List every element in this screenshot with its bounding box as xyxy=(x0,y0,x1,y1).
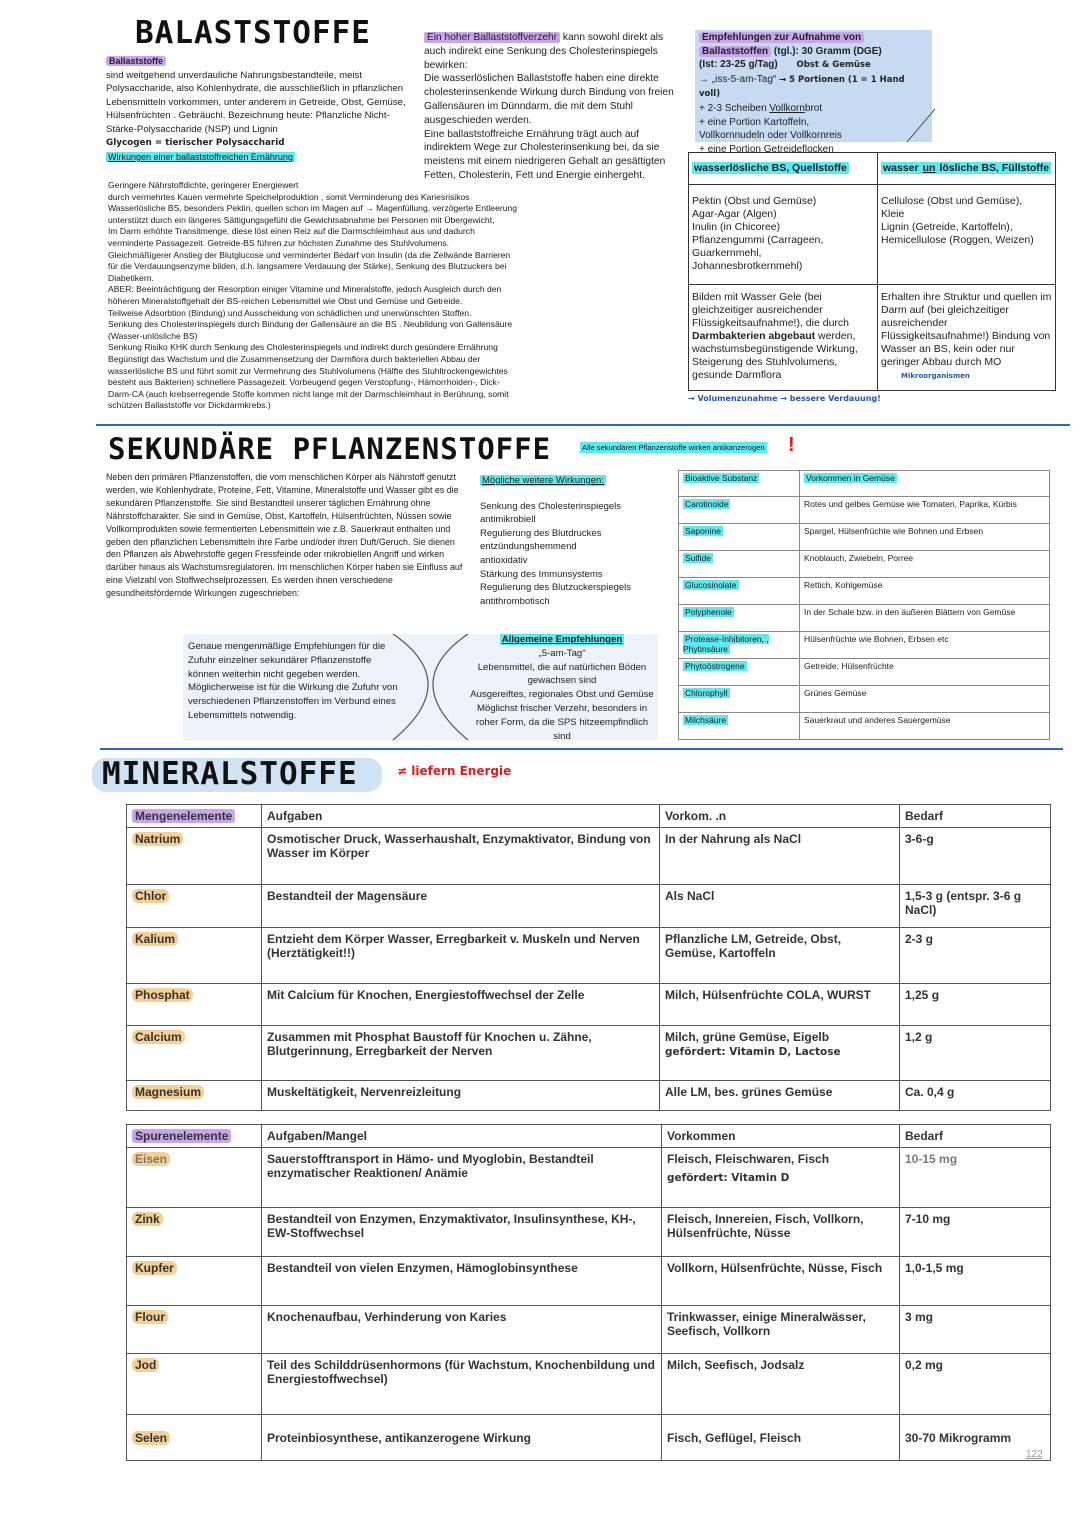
sps-note: Genaue mengenmäßige Empfehlungen für die Zufuhr einzelner sekundärer Pflanzenstoffe können weiterhin nicht gegeben werden. Möglicherweise ist für die Wirkung die Zufuhr von verschiedenen Pflanzenstoffen im Verbund eines Lebensmittels notwendig. xyxy=(188,641,398,721)
effect-line: Darm-CA (auch krebserregende Stoffe kommen nicht lange mit der Darmschleimhaut in Berührung, somit xyxy=(108,388,509,399)
fiber-col1-examples xyxy=(689,185,878,285)
col1-eff-a: Bilden mit Wasser Gele (bei gleichzeitiger ausreichender Flüssigkeitsaufnahme!), die durch xyxy=(692,291,849,329)
spuren-task: Bestandteil von vielen Enzymen, Hämoglobinsynthese xyxy=(262,1257,662,1306)
sps-row-substance xyxy=(679,551,800,578)
rec-obst-note: Obst & Gemüse xyxy=(796,60,871,71)
sps-row-occurrence: Sauerkraut und anderes Sauergemüse xyxy=(800,713,1050,740)
col1-example: Guarkernmehl, xyxy=(692,247,762,259)
mengen-task: Osmotischer Druck, Wasserhaushalt, Enzymaktivator, Bindung von Wasser im Körper xyxy=(262,828,660,885)
sps-rec-line: Lebensmittel, die auf natürlichen Böden xyxy=(477,661,647,673)
spuren-occurrence: Trinkwasser, einige Mineralwässer, Seefisch, Vollkorn xyxy=(662,1306,900,1354)
sps-head-substance-text: Bioaktive Substanz xyxy=(685,473,758,483)
cholesterol-text-1: kann sowohl direkt als auch indirekt eine Senkung des Cholesterinspiegels bewirken: xyxy=(424,32,664,71)
effect-line: verminderte Passagezeit. Getreide-BS führen zur höchsten Zunahme des Stuhlvolumens. xyxy=(108,237,450,248)
spuren-element-text: Eisen xyxy=(132,1152,170,1166)
sekundaer-intro: Neben den primären Pflanzenstoffen, die vom menschlichen Körper als Nährstoff genutzt werden, wie Kohlenhydrate, Proteine, Fett, Vitamine, Mineralstoffe und Wasser gibt es die sekundären Pflanzenstoffe. Sie sind Bestandteil unserer täglichen Ernährung ohne Nährstoffcharakter. Sie sind in Gemüse, Obst, Kartoffeln, Hülsenfrüchten, Nüssen sowie Vollkornprodukten sowie fermentierten Lebensmitteln wie z.B. Sauerkraut enthalten und geben den pflanzlichen Lebensmitteln ihre Farbe und/oder ihren Duft/Geruch. Sie dienen den Pflanzen als Abwehrstoffe gegen Fressfeinde oder mikrobiellen Angriff und wirken darüber hinaus als Wachstumsregulatoren. Im menschlichen Körper haben sie Einfluss auf eine Vielzahl von Stoffwechselprozessen. Es werden ihnen verschiedene gesundheitsfördernde Wirkungen zugeschrieben: xyxy=(106,472,463,599)
sps-substance-text: Sulfide xyxy=(685,553,711,563)
fiber-col2-head xyxy=(878,153,1056,185)
mengen-task: Entzieht dem Körper Wasser, Erregbarkeit v. Muskeln und Nerven (Herztätigkeit!!) xyxy=(262,928,660,984)
section-divider-1 xyxy=(96,424,1070,426)
calcium-occurrence: Milch, grüne Gemüse, Eigelb xyxy=(665,1030,830,1044)
fiber-col1-head xyxy=(689,153,878,185)
mengen-task: Zusammen mit Phosphat Baustoff für Knochen u. Zähne, Blutgerinnung, Erregbarkeit der Nerven xyxy=(262,1026,660,1081)
mengen-occurrence: In der Nahrung als NaCl xyxy=(660,828,900,885)
sekundaer-effect: Regulierung des Blutzuckerspiegels xyxy=(480,582,632,594)
mengen-occurrence xyxy=(660,1026,900,1081)
sps-rec-line: „5-am-Tag“ xyxy=(538,647,586,659)
sekundaer-effects-label: Mögliche weitere Wirkungen: xyxy=(482,475,604,486)
sps-rec-line: roher Form, da die SPS hitzeempfindlich xyxy=(475,716,649,728)
rec-l1-a: + 2-3 Scheiben xyxy=(699,102,770,114)
mengen-element xyxy=(127,1026,262,1081)
sps-row-substance xyxy=(679,659,800,686)
effect-line: Wasserlösliche BS, besonders Pektin, quellen schon im Magen auf → Magenfüllung, verzögerte Entleerung xyxy=(108,203,518,214)
mengen-element xyxy=(127,885,262,928)
effect-line: unterstützt durch ein längeres Sättigungsgefühl die Gewichtsabnahme bei Personen mit Übergewicht, xyxy=(108,214,495,225)
mengen-element-text: Chlor xyxy=(132,889,169,903)
mengen-occurrence: Pflanzliche LM, Getreide, Obst, Gemüse, Kartoffeln xyxy=(660,928,900,984)
sps-row-substance xyxy=(679,524,800,551)
exclamation-mark: ! xyxy=(788,434,795,456)
sps-row-occurrence: Getreide, Hülsenfrüchte xyxy=(800,659,1050,686)
mengen-need: 2-3 g xyxy=(900,928,1051,984)
ballast-definition xyxy=(106,55,420,164)
effect-line: ABER: Beeinträchtigung der Resorption einiger Vitamine und Mineralstoffe, jedoch Ausgleich durch den xyxy=(108,284,502,295)
rec-l4: + eine Portion Getreideflocken xyxy=(699,143,834,155)
effect-line: schützen Ballaststoffe vor Dickdarmkrebs.) xyxy=(108,400,271,411)
page-number: 122 xyxy=(1026,1449,1043,1460)
fold-decoration xyxy=(905,105,945,145)
mengen-occurrence: Alle LM, bes. grünes Gemüse xyxy=(660,1081,900,1111)
mengen-need: 3-6-g xyxy=(900,828,1051,885)
spuren-need: 1,0-1,5 mg xyxy=(900,1257,1051,1306)
mengen-element-text: Calcium xyxy=(132,1030,185,1044)
fiber-col2-effect xyxy=(878,285,1056,391)
sekundaer-effect: entzündungshemmend xyxy=(480,541,577,553)
spuren-need: 30-70 Mikrogramm xyxy=(900,1415,1051,1461)
sps-rec-line: gewachsen sind xyxy=(527,675,597,687)
sps-row-substance xyxy=(679,632,800,659)
spuren-task: Bestandteil von Enzymen, Enzymaktivator, Insulinsynthese, KH-, EW-Stoffwechsel xyxy=(262,1208,662,1257)
sps-row-occurrence: In der Schale bzw. in den äußeren Blättern von Gemüse xyxy=(800,605,1050,632)
sps-row-substance xyxy=(679,686,800,713)
sps-row-occurrence: Rotes und gelbes Gemüse wie Tomaten, Paprika, Kürbis xyxy=(800,497,1050,524)
sekundaer-effect: Senkung des Cholesterinspiegels xyxy=(480,500,622,512)
mengen-occurrence: Milch, Hülsenfrüchte COLA, WURST xyxy=(660,984,900,1026)
effect-line: Diabetikern. xyxy=(108,272,154,283)
spuren-element xyxy=(127,1148,262,1208)
col1-eff-b: Darmbakterien abgebaut xyxy=(692,330,816,342)
spuren-need: 3 mg xyxy=(900,1306,1051,1354)
col1-head-text: wasserlösliche BS, Quellstoffe xyxy=(694,162,847,174)
rec-l1-c: brot xyxy=(804,102,823,114)
sekundaer-effect: antimikrobiell xyxy=(480,514,536,526)
cholesterol-highlight: Ein hoher Ballaststoffverzehr xyxy=(424,32,560,43)
col2-example: Hemicellulose (Roggen, Weizen) xyxy=(881,234,1034,246)
mengen-need: 1,2 g xyxy=(900,1026,1051,1081)
mengen-table xyxy=(126,804,1051,1111)
spuren-element-text: Flour xyxy=(132,1310,168,1324)
ballast-effects-list xyxy=(108,180,578,412)
sekundaer-effect: Regulierung des Blutdruckes xyxy=(480,527,602,539)
sps-substance-table xyxy=(678,470,1050,740)
mengen-element xyxy=(127,1081,262,1111)
mengen-head-element-text: Mengenelemente xyxy=(132,809,235,823)
col1-example: Agar-Agar (Algen) xyxy=(692,208,777,220)
sps-substance-text: Polyphenole xyxy=(685,607,732,617)
sps-row-substance xyxy=(679,578,800,605)
rec-title-2: Ballaststoffen xyxy=(699,46,771,57)
effect-line: wasserlösliche BS und führt somit zur Vermehrung des Stuhlvolumens (Hälfte des Stuhltrockengewichtes xyxy=(108,365,508,376)
eisen-occurrence: Fleisch, Fleischwaren, Fisch xyxy=(667,1152,830,1166)
fiber-col2-examples xyxy=(878,185,1056,285)
mengen-element xyxy=(127,984,262,1026)
mengen-need: 1,5-3 g (entspr. 3-6 g NaCl) xyxy=(900,885,1051,928)
mengen-head-occurrence: Vorkom. .n xyxy=(660,805,900,828)
spuren-head-occurrence: Vorkommen xyxy=(662,1125,900,1148)
sps-row-occurrence: Spargel, Hülsenfrüchte wie Bohnen und Erbsen xyxy=(800,524,1050,551)
mo-note: Mikroorganismen xyxy=(901,372,970,380)
sps-row-substance xyxy=(679,713,800,740)
col2-head-b: un xyxy=(922,162,936,174)
spuren-task: Proteinbiosynthese, antikanzerogene Wirkung xyxy=(262,1415,662,1461)
eisen-note: gefördert: Vitamin D xyxy=(667,1172,790,1184)
effect-line: höheren Mineralstoffgehalt der BS-reichen Lebensmittel wie Obst und Gemüse und Getreide. xyxy=(108,295,463,306)
spuren-element xyxy=(127,1306,262,1354)
mengen-element xyxy=(127,928,262,984)
effect-line: Begünstigt das Wachstum und die Zusammensetzung der Darmflora durch bakteriellen Abbau der xyxy=(108,353,481,364)
sps-row-occurrence: Hülsenfrüchte wie Bohnen, Erbsen etc xyxy=(800,632,1050,659)
spuren-need: 0,2 mg xyxy=(900,1354,1051,1415)
spuren-occurrence: Fisch, Geflügel, Fleisch xyxy=(662,1415,900,1461)
sps-row-substance xyxy=(679,497,800,524)
section-divider-2 xyxy=(100,748,1063,750)
spuren-element xyxy=(127,1257,262,1306)
ballast-title: BALASTSTOFFE xyxy=(135,15,371,51)
fiber-recommendation-box xyxy=(695,30,932,155)
sps-row-occurrence: Knoblauch, Zwiebeln, Porree xyxy=(800,551,1050,578)
rec-title-1: Empfehlungen zur Aufnahme von xyxy=(699,32,864,43)
sps-rec-line: Ausgereiftes, regionales Obst und Gemüse xyxy=(470,689,654,701)
sps-row-occurrence: Grünes Gemüse xyxy=(800,686,1050,713)
spuren-head-task: Aufgaben/Mangel xyxy=(262,1125,662,1148)
rec-portion-note: → 5 Portionen (1 = 1 Hand voll) xyxy=(699,74,905,100)
fiber-types-table xyxy=(688,152,1056,391)
glycogen-note: Glycogen = tierischer Polysaccharid xyxy=(106,138,285,148)
mengen-element xyxy=(127,828,262,885)
sekundaer-effects xyxy=(480,474,670,608)
mengen-task: Mit Calcium für Knochen, Energiestoffwechsel der Zelle xyxy=(262,984,660,1026)
col1-example: Inulin (in Chicoree) xyxy=(692,221,781,233)
spuren-occurrence: Fleisch, Innereien, Fisch, Vollkorn, Hülsenfrüchte, Nüsse xyxy=(662,1208,900,1257)
spuren-head-element xyxy=(127,1125,262,1148)
spuren-element xyxy=(127,1208,262,1257)
spuren-table xyxy=(126,1124,1051,1461)
effects-label: Wirkungen einer ballaststoffreichen Ernährung xyxy=(108,151,293,162)
cholesterol-text xyxy=(424,31,682,183)
spuren-head-need: Bedarf xyxy=(900,1125,1051,1148)
mengen-need: 1,25 g xyxy=(900,984,1051,1026)
effect-line: (Wasser-unlösliche BS) xyxy=(108,330,198,341)
effect-line: durch vermehrtes Kauen vermehrte Speichelproduktion , somit Verminderung des Kariesrisikos xyxy=(108,191,470,202)
col1-eff-c: werden, wachstumsbegünstigende Wirkung, Steigerung des Stuhlvolumens, gesunde Darmflora xyxy=(692,330,858,381)
col2-eff: Erhalten ihre Struktur und quellen im Darm auf (bei gleichzeitiger ausreichender Flüssigkeitsaufnahme!) Bindung von Wasser an BS, kein oder nur geringer Abbau durch MO xyxy=(881,291,1052,368)
sekundaer-title: SEKUNDÄRE PFLANZENSTOFFE xyxy=(108,432,552,466)
mineral-title: MINERALSTOFFE xyxy=(102,756,358,792)
sps-substance-text: Protease-Inhibitoren, , Phytinsäure xyxy=(683,634,769,654)
mengen-task: Bestandteil der Magensäure xyxy=(262,885,660,928)
sps-substance-text: Chlorophyll xyxy=(685,688,728,698)
spuren-need: 10-15 mg xyxy=(900,1148,1051,1208)
rec-l1-b: Vollkorn xyxy=(769,102,805,114)
sps-head-occurrence-text: Vorkommen in Gemüse xyxy=(806,473,895,483)
mengen-element-text: Natrium xyxy=(132,832,183,846)
effect-line: Teilweise Adsorbtion (Bindung) und Ausscheidung von schädlichen und unerwünschten Stoffen. xyxy=(108,307,472,318)
sekundaer-effect: Stärkung des Immunsystems xyxy=(480,568,603,580)
mengen-element-text: Magnesium xyxy=(132,1085,204,1099)
sekundaer-effect: antithrombotisch xyxy=(480,595,550,607)
spuren-occurrence xyxy=(662,1148,900,1208)
rec-l2: + eine Portion Kartoffeln, xyxy=(699,116,810,128)
sps-substance-text: Carotinoide xyxy=(685,499,729,509)
sps-substance-text: Milchsäure xyxy=(685,715,727,725)
spuren-task: Knochenaufbau, Verhinderung von Karies xyxy=(262,1306,662,1354)
spuren-element-text: Jod xyxy=(132,1358,159,1372)
volume-note: → Volumenzunahme → bessere Verdauung! xyxy=(688,394,881,403)
fiber-col1-effect xyxy=(689,285,878,391)
rec-ist: (Ist: 23-25 g/Tag) xyxy=(699,59,778,71)
sps-rec-line: Möglichst frischer Verzehr, besonders in xyxy=(476,702,648,714)
spuren-task: Teil des Schilddrüsenhormons (für Wachstum, Knochenbildung und Energiestoffwechsel) xyxy=(262,1354,662,1415)
spuren-occurrence: Milch, Seefisch, Jodsalz xyxy=(662,1354,900,1415)
ballast-def-label: Ballaststoffe xyxy=(106,56,166,66)
sps-row-occurrence: Rettich, Kohlgemüse xyxy=(800,578,1050,605)
calcium-note: gefördert: Vitamin D, Lactose xyxy=(665,1046,841,1058)
spuren-element xyxy=(127,1354,262,1415)
mengen-element-text: Phosphat xyxy=(132,988,193,1002)
mengen-head-need: Bedarf xyxy=(900,805,1051,828)
sps-substance-text: Saponine xyxy=(685,526,721,536)
sps-rec-line: sind xyxy=(553,730,571,742)
mengen-occurrence: Als NaCl xyxy=(660,885,900,928)
spuren-need: 7-10 mg xyxy=(900,1208,1051,1257)
spuren-element-text: Zink xyxy=(132,1212,163,1226)
sps-rec-label: Allgemeine Empfehlungen xyxy=(501,634,623,645)
spuren-element-text: Kupfer xyxy=(132,1261,177,1275)
spuren-element xyxy=(127,1415,262,1461)
col2-example: Lignin (Getreide, Kartoffeln), xyxy=(881,221,1013,233)
effect-line: Senkung Risiko KHK durch Senkung des Cholesterinspiegels und indirekt durch gesündere Ernährung xyxy=(108,342,498,353)
col1-example: Johannesbrotkernmehl) xyxy=(692,260,803,272)
rec-title-3: (tgl.): 30 Gramm (DGE) xyxy=(771,45,882,57)
sps-general-recommendations xyxy=(462,633,662,743)
mengen-task: Muskeltätigkeit, Nervenreizleitung xyxy=(262,1081,660,1111)
col1-example: Pflanzengummi (Carrageen, xyxy=(692,234,824,246)
col2-example: Cellulose (Obst und Gemüse), xyxy=(881,195,1023,207)
sps-substance-text: Glucosinolate xyxy=(685,580,737,590)
mengen-head-task: Aufgaben xyxy=(262,805,660,828)
effect-line: Gleichmäßigerer Anstieg der Blutglucose und verminderter Bedarf von Insulin (da die Zellwände Barrieren xyxy=(108,249,511,260)
spuren-task: Sauerstofftransport in Hämo- und Myoglobin, Bestandteil enzymatischer Reaktionen/ Anämie xyxy=(262,1148,662,1208)
antikanzerogen-badge: Alle sekundären Pflanzenstoffe wirken antikanzerogen xyxy=(582,443,765,452)
sekundaer-effect: antioxidativ xyxy=(480,554,528,566)
mengen-element-text: Kalium xyxy=(132,932,178,946)
rec-l3: Vollkornnudeln oder Vollkornreis xyxy=(699,130,842,142)
col1-example: Pektin (Obst und Gemüse) xyxy=(692,195,817,207)
cholesterol-text-3: Eine ballaststoffreiche Ernährung trägt auch auf indirektem Wege zur Cholesterinsenkung bei, da sie meistens mit einem niedrigeren Gehalt an gesättigten Fetten, Cholesterin, Fett und Energie einhergeht. xyxy=(424,128,666,181)
sps-substance-text: Phytoöstrogene xyxy=(685,661,745,671)
col2-example: Kleie xyxy=(881,208,905,220)
sps-head-substance xyxy=(679,471,800,497)
ballast-def-text: sind weitgehend unverdauliche Nahrungsbestandteile, meist Polysaccharide, also Kohlenhydrate, die ausschließlich in pflanzlichen Lebensmitteln vorkommen, unter anderem in Getreide, Obst, Gemüse, Hülsenfrüchten . Gebräuchl. Bezeichnung heute: Pflanzliche Nicht-Stärke-Polysaccharide (NSP) und Lignin xyxy=(106,69,406,135)
mengen-need: Ca. 0,4 g xyxy=(900,1081,1051,1111)
effect-line: Geringere Nährstoffdichte, geringerer Energiewert xyxy=(108,180,299,190)
spuren-occurrence: Vollkorn, Hülsenfrüchte, Nüsse, Fisch xyxy=(662,1257,900,1306)
mengen-head-element xyxy=(127,805,262,828)
effect-line: für die Verdauungsenzyme bilden, d.h. langsamere Verdauung der Stärke), Senkung des Blutzuckers bei xyxy=(108,261,507,272)
effect-line: Im Darm erhöhte Transitmenge, diese löst einen Reiz auf die Darmschleimhaut aus und dadurch xyxy=(108,226,475,237)
col2-head-c: lösliche BS, Füllstoffe xyxy=(939,162,1050,174)
rec-5am: → „iss-5-am-Tag“ xyxy=(699,73,777,85)
effect-line: Senkung des Cholesterinspiegels durch Bindung der Gallensäure an die BS . Neubildung von Gallensäure xyxy=(108,319,513,330)
sps-row-substance xyxy=(679,605,800,632)
col2-head-a: wasser xyxy=(883,162,919,174)
sps-head-occurrence xyxy=(800,471,1050,497)
energy-note: ≠ liefern Energie xyxy=(397,764,512,778)
spuren-head-element-text: Spurenelemente xyxy=(132,1129,231,1143)
cholesterol-text-2: Die wasserlöslichen Ballaststoffe haben eine direkte cholesterinsenkende Wirkung durch Bindung von freien Gallensäuren im Dünndarm, die mit dem Stuhl ausgeschieden werden. xyxy=(424,73,674,126)
spuren-element-text: Selen xyxy=(132,1431,170,1445)
effect-line: besteht aus Bakterien) schnellere Passagezeit. Vorbeugend gegen Verstopfung-, Hämorrhoiden-, Dick- xyxy=(108,377,500,388)
